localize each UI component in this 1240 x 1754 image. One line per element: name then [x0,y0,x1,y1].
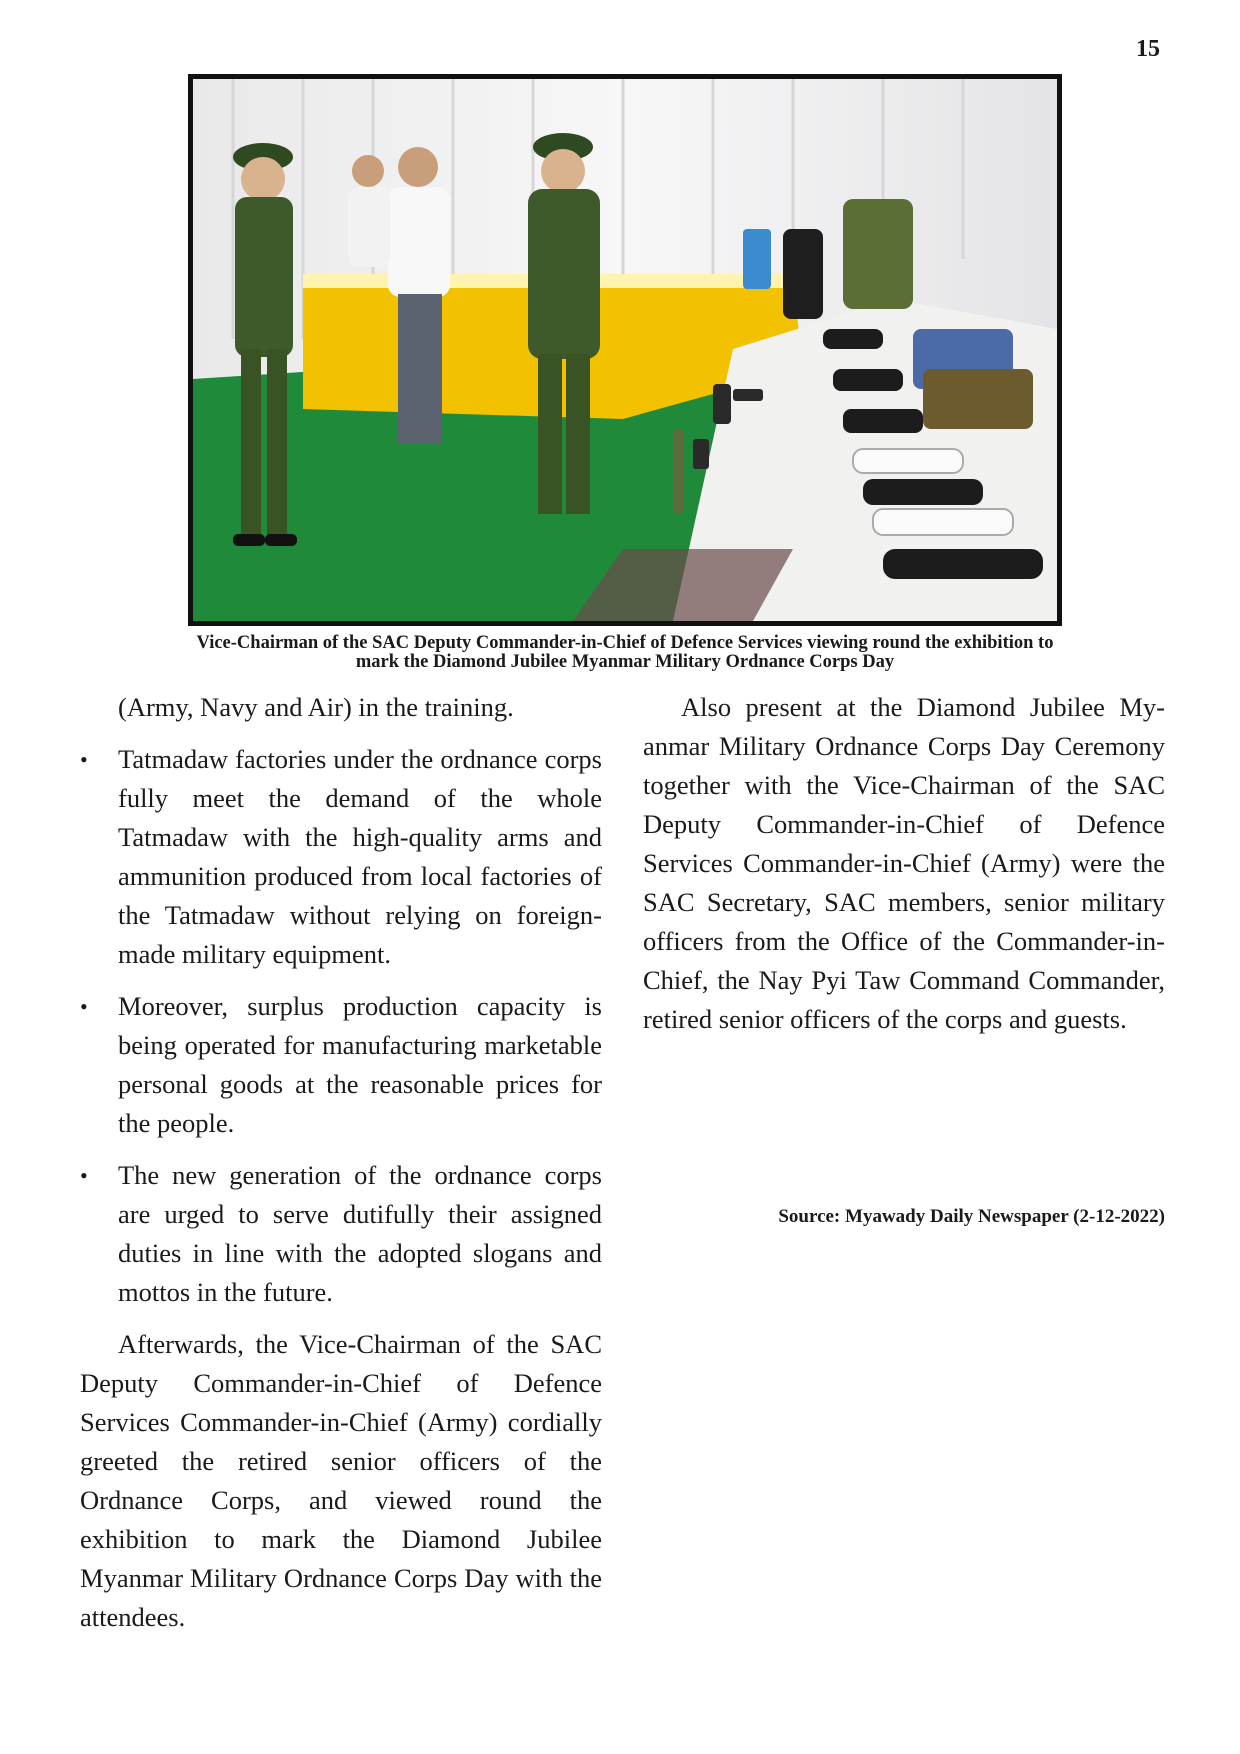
afterwards-paragraph: Afterwards, the Vice-Chairman of the SAC Deputy Commander-in-Chief of Defence Services Commander-in-Chief (Army) cordially greeted the retired senior officers of the Ordnance Corps, and viewed round the exhibition to mark the Diamond Jubilee Myanmar Military Ordnance Corps Day with the attendees. [80,1329,602,1632]
attendees-paragraph: Also present at the Diamond Jubilee Myanmar Military Ordnance Corps Day Ceremony together with the Vice-Chairman of the SAC Deputy Commander-in-Chief of Defence Services Commander-in-Chief (Army) were the SAC Secretary, SAC members, senior military officers from the Office of the Commander-in-Chief, the Nay Pyi Taw Command Commander, retired senior officers of the corps and guests. [643,692,1165,1034]
bullet-text: The new generation of the ordnance corps are urged to serve dutifully their assigned duties in line with the adopted slogans and mottos in the future. [118,1160,602,1307]
source-credit: Source: Myawady Daily Newspaper (2-12-2022) [778,1206,1165,1227]
bullet-text: Moreover, surplus production capacity is being operated for manufacturing marketable personal goods at the reasonable prices for the people. [118,991,602,1138]
caption-line-1: Vice-Chairman of the SAC Deputy Commander-in-Chief of Defence Services viewing round the exhibition to [196,633,1054,653]
page-number: 15 [1136,36,1160,62]
photo-caption [110,634,1140,672]
lead-continuation: (Army, Navy and Air) in the training. [118,692,514,722]
list-item [80,987,602,1143]
bullet-list [80,740,602,1312]
exhibition-photo [188,74,1062,626]
caption-line-2: mark the Diamond Jubilee Myanmar Military Ordnance Corps Day [355,652,895,672]
right-column [643,688,1165,1052]
exhibition-photo-icon [193,79,1057,621]
list-item [80,1156,602,1312]
bullet-icon: • [80,1163,88,1188]
left-column [80,688,602,1650]
bullet-icon: • [80,994,88,1019]
bullet-text: Tatmadaw factories under the ordnance corps fully meet the demand of the whole Tatmadaw with the high-quality arms and ammunition produced from local factories of the Tatmadaw without relying on foreign-made military equipment. [118,744,602,969]
bullet-icon: • [80,747,88,772]
list-item [80,740,602,974]
